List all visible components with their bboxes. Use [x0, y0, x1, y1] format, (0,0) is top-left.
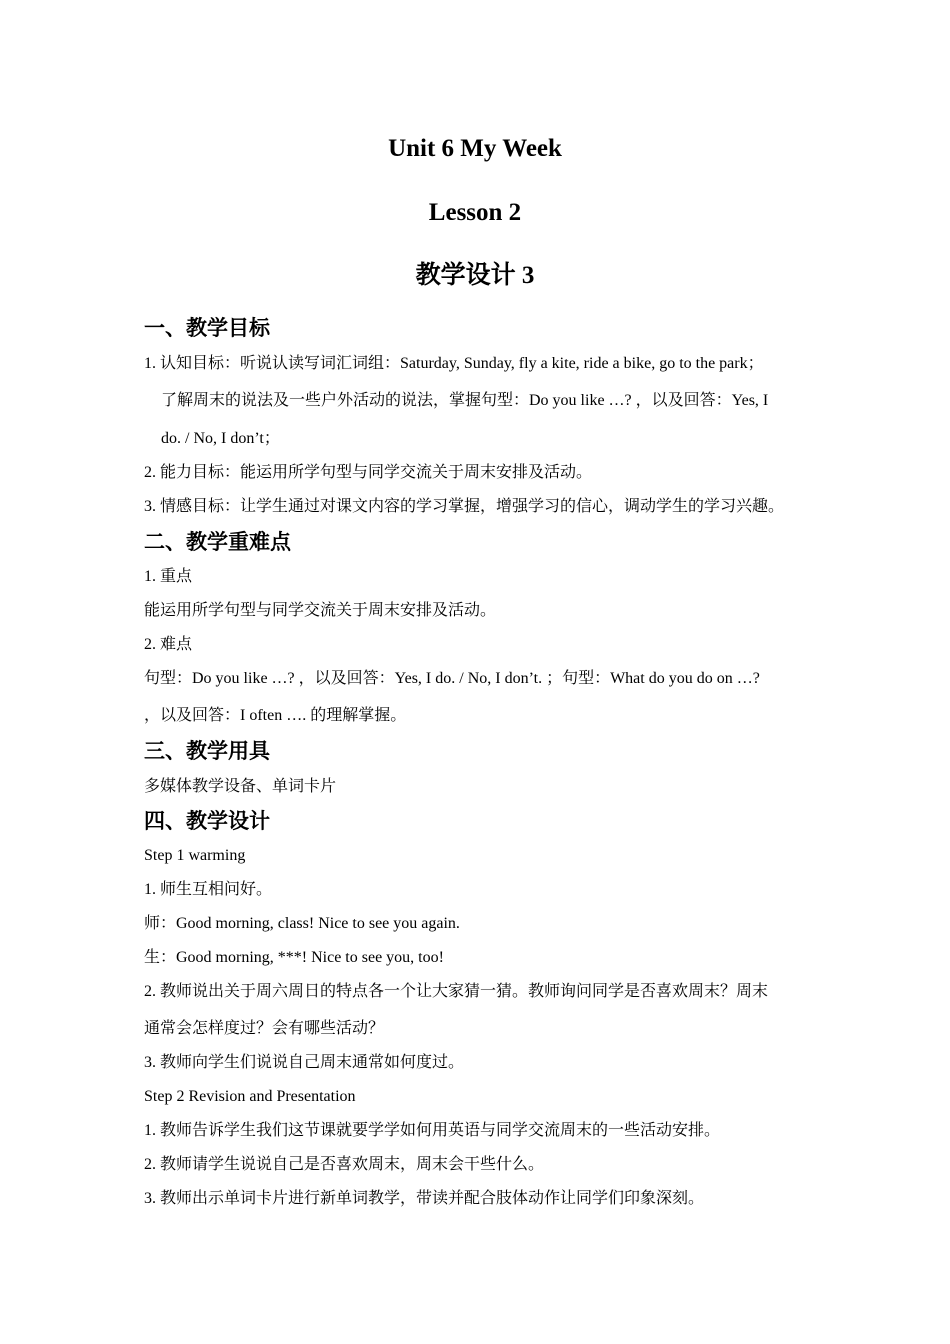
- objective-cognitive: 1. 认知目标：听说认读写词汇词组：Saturday, Sunday, fly a kite, ride a bike, go to the park；: [144, 355, 764, 372]
- objective-cognitive-cont: 了解周末的说法及一些户外活动的说法，掌握句型：Do you like …? ，以及回答：Yes, I: [161, 392, 769, 409]
- step2-item-word-cards: 3. 教师出示单词卡片进行新单词教学，带读并配合肢体动作让同学们印象深刻。: [144, 1190, 705, 1207]
- objective-emotion: 3. 情感目标：让学生通过对课文内容的学习掌握，增强学习的信心，调动学生的学习兴趣。: [144, 498, 785, 515]
- objective-ability: 2. 能力目标：能运用所学句型与同学交流关于周末安排及活动。: [144, 464, 593, 481]
- step1-item-guess: 2. 教师说出关于周六周日的特点各一个让大家猜一猜。教师询问同学是否喜欢周末？周末: [144, 983, 769, 1000]
- step1-teacher-line: 师：Good morning, class! Nice to see you again.: [144, 915, 460, 932]
- document-title: Unit 6 My Week: [388, 135, 562, 162]
- section-heading-key-points: 二、教学重难点: [144, 530, 291, 554]
- step1-student-line: 生：Good morning, ***! Nice to see you, too!: [144, 949, 444, 966]
- step2-item-discuss: 2. 教师请学生说说自己是否喜欢周末，周末会干些什么。: [144, 1156, 545, 1173]
- difficulty-label: 2. 难点: [144, 636, 193, 653]
- objective-cognitive-cont2: do. / No, I don’t；: [161, 430, 280, 447]
- step1-item-guess-cont: 通常会怎样度过？会有哪些活动？: [144, 1020, 385, 1037]
- section-heading-objectives: 一、教学目标: [144, 316, 270, 340]
- tools-text: 多媒体教学设备、单词卡片: [144, 778, 337, 795]
- step2-item-intro: 1. 教师告诉学生我们这节课就要学学如何用英语与同学交流周末的一些活动安排。: [144, 1122, 721, 1139]
- step1-item-teacher-weekend: 3. 教师向学生们说说自己周末通常如何度过。: [144, 1054, 465, 1071]
- lesson-title: Lesson 2: [428, 199, 522, 226]
- section-heading-tools: 三、教学用具: [144, 739, 270, 763]
- section-heading-design: 四、教学设计: [144, 809, 270, 833]
- difficulty-text: 句型：Do you like …? ，以及回答：Yes, I do. / No, I don’t. ；句型：What do you do on …?: [144, 670, 760, 687]
- key-point-text: 能运用所学句型与同学交流关于周末安排及活动。: [144, 602, 497, 619]
- step2-title: Step 2 Revision and Presentation: [144, 1088, 356, 1105]
- difficulty-text-cont: ，以及回答：I often …. 的理解掌握。: [144, 707, 407, 724]
- design-title: 教学设计 3: [415, 262, 535, 289]
- step1-title: Step 1 warming: [144, 847, 246, 864]
- key-point-label: 1. 重点: [144, 568, 193, 585]
- step1-item-greeting: 1. 师生互相问好。: [144, 881, 273, 898]
